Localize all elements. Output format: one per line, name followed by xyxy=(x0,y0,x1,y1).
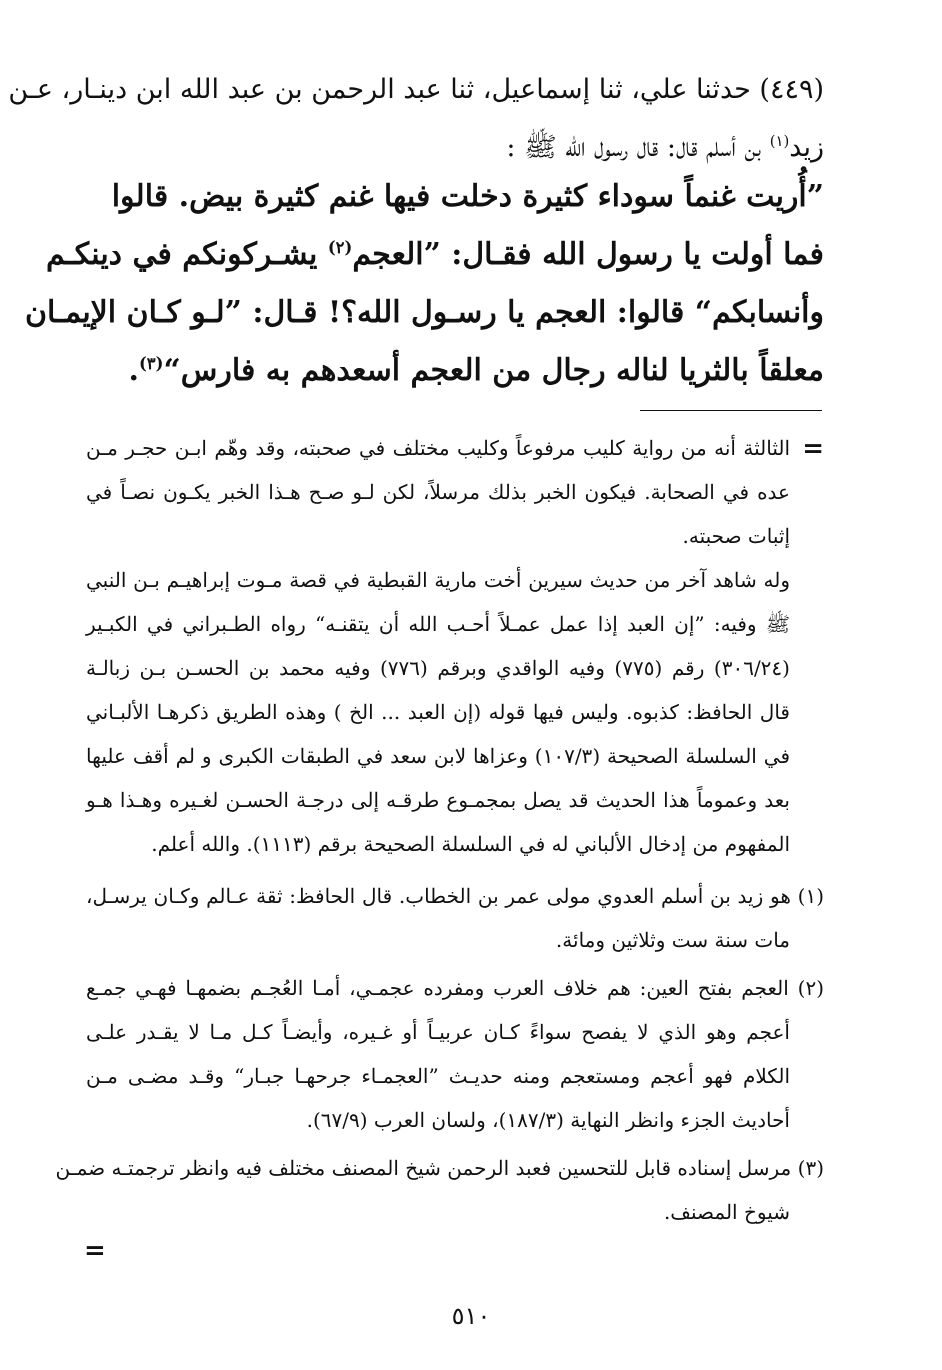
footnote-ref: (٢) xyxy=(327,238,353,257)
footnote-ref: (١) xyxy=(769,132,790,150)
footnote-line: (٣٠٦/٢٤) رقم (٧٧٥) وفيه الواقدي وبرقم (٧٧٦) وفيه محمد بن الحسـن بـن زبالـة xyxy=(86,656,790,680)
hadith-fragment: فما أولت يا رسول الله فقـال: ”العجم xyxy=(352,237,824,272)
footnote-line: إثبات صحبته. xyxy=(682,524,790,548)
footnote-line: الكلام فهو أعجم ومستعجم ومنه حديـث ”العجمـاء جرحهـا جبـار“ وقـد مضـى مـن xyxy=(86,1064,790,1088)
hadith-line: وأنسابكم“ قالوا: العجم يا رسـول الله؟! قـال: ”لـو كـان الإيمـان xyxy=(25,295,824,330)
hadith-line: ”أُريت غنماً سوداء كثيرة دخلت فيها غنم كثيرة بيض. قالوا xyxy=(111,179,824,214)
main-text-fragment: زيد xyxy=(789,132,824,163)
footnote-line: وله شاهد آخر من حديث سيرين أخت مارية القبطية في قصة مـوت إبراهيـم بـن النبي xyxy=(86,568,790,592)
hadith-line xyxy=(45,226,824,284)
footnote-line: في السلسلة الصحيحة (١٠٧/٣) وعزاها لابن سعد في الطبقات الكبرى و لم أقف عليها xyxy=(86,744,791,768)
footnote-line: أحاديث الجزء وانظر النهاية (١٨٧/٣)، ولسان العرب (٦٧/٩). xyxy=(306,1108,790,1132)
hadith-fragment: يشـركونكم في دينكـم xyxy=(45,237,318,272)
footnote-line: المفهوم من إدخال الألباني له في السلسلة الصحيحة برقم (١١١٣). والله أعلم. xyxy=(151,832,790,856)
footnote-line: عده في الصحابة. فيكون الخبر بذلك مرسلاً، لكن لـو صـح هـذا الخبر يكـون نصـاً في xyxy=(86,480,790,504)
footnote-ref: (٣) xyxy=(138,354,164,373)
footnote-line: (١) هو زيد بن أسلم العدوي مولى عمر بن الخطاب. قال الحافظ: ثقة عـالم وكـان يرسـل، xyxy=(86,884,824,908)
footnote-line: (٣) مرسل إسناده قابل للتحسين فعبد الرحمن شيخ المصنف مختلف فيه وانظر ترجمتـه ضمـن xyxy=(55,1156,824,1180)
footnote-line: شيوخ المصنف. xyxy=(663,1200,790,1224)
footnote-line: أعجم وهو الذي لا يفصح سواءً كـان عربيـاً أو غـيره، وأيضـاً كـل مـا لا يقـدر علـى xyxy=(86,1020,790,1044)
continuation-marker: = xyxy=(84,1236,106,1266)
footnote-line: بعد وعموماً هذا الحديث قد يصل بمجمـوع طرقـه إلى درجـة الحسـن لغـيره وهـذا هـو xyxy=(86,788,790,812)
footnote-line: مات سنة ست وثلاثين ومائة. xyxy=(555,928,790,952)
main-text-fragment: بن أسلم قال: قال رسول الله ﷺ : xyxy=(506,132,762,163)
page-number: ٥١٠ xyxy=(451,1302,491,1330)
footnote-separator xyxy=(640,410,822,411)
continuation-marker: = xyxy=(802,434,824,464)
hadith-line xyxy=(129,342,825,400)
footnote-line: (٢) العجم بفتح العين: هم خلاف العرب ومفرده عجمـي، أمـا العُجـم بضمهـا فهـي جمـع xyxy=(86,976,824,1000)
footnote-line: قال الحافظ: كذبوه. وليس فيها قوله (إن العبد ... الخ ) وهذه الطريق ذكرهـا الألبـاني xyxy=(86,700,790,724)
footnote-line: الثالثة أنه من رواية كليب مرفوعاً وكليب مختلف في صحبته، وقد وهّم ابـن حجـر مـن xyxy=(86,436,791,460)
main-text-line: (٤٤٩) حدثنا علي، ثنا إسماعيل، ثنا عبد الرحمن بن عبد الله ابن دينـار، عـن xyxy=(8,74,824,105)
hadith-fragment: معلقاً بالثريا لناله رجال من العجم أسعدهم به فارس“ xyxy=(163,353,824,388)
footnote-line: ﷺ وفيه: ”إن العبد إذا عمل عمـلاً أحـب الله أن يتقنـه“ رواه الطـبراني في الكبـير xyxy=(86,612,790,636)
hadith-fragment: . xyxy=(128,353,139,388)
